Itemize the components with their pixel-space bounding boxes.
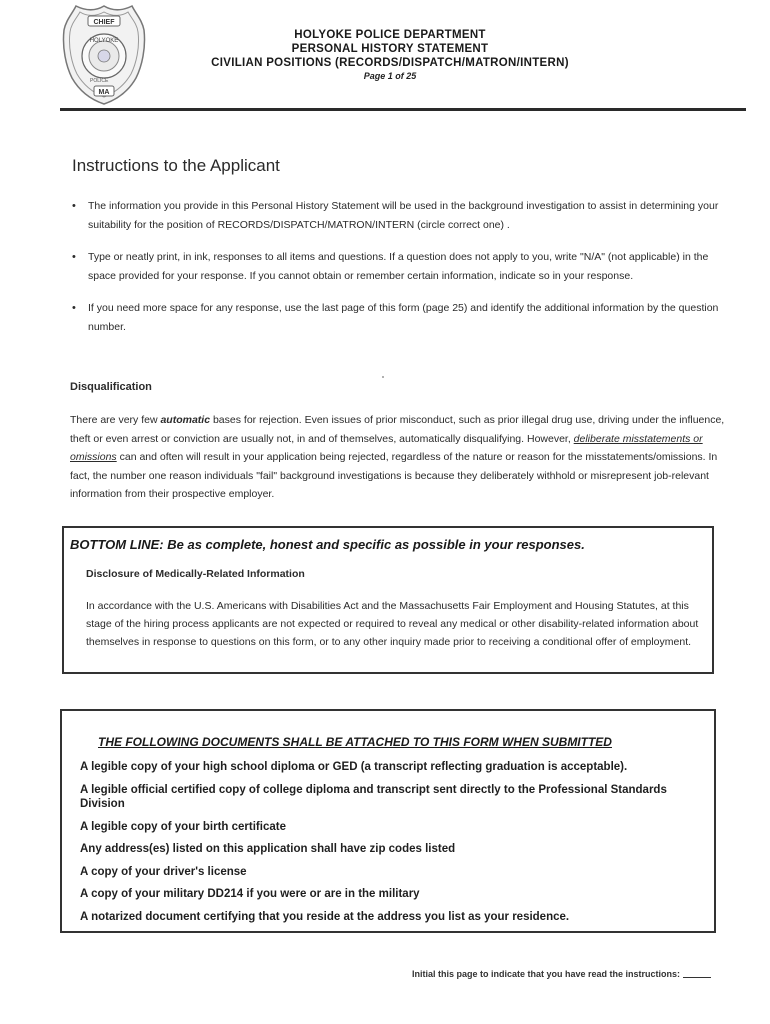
initial-line bbox=[412, 969, 711, 979]
svg-text:MA: MA bbox=[98, 89, 110, 96]
form-subtitle: CIVILIAN POSITIONS (RECORDS/DISPATCH/MATRON/INTERN) bbox=[211, 57, 569, 69]
svg-text:HOLYOKE: HOLYOKE bbox=[89, 38, 119, 44]
instruction-item: • The information you provide in this Personal History Statement will be used in the background investigation to assist in determining your suitability for the position of RECORDS/DISPATCH/MATRON/INTERN (circle correct one) . bbox=[72, 197, 722, 235]
instruction-list bbox=[72, 197, 722, 350]
instruction-item: • If you need more space for any response, use the last page of this form (page 25) and identify the additional information by the question number. bbox=[72, 299, 722, 337]
speck bbox=[382, 376, 384, 378]
list-item: A legible copy of your high school diploma or GED (a transcript reflecting graduation is acceptable). bbox=[80, 761, 628, 773]
instruction-item: • Type or neatly print, in ink, responses to all items and questions. If a question does not apply to you, write "N/A" (not applicable) in the space provided for your response. If you cannot obtain or remember certain information, indicate so in your response. bbox=[72, 248, 722, 286]
disqualification-paragraph: There are very few automatic bases for rejection. Even issues of prior misconduct, such as prior illegal drug use, driving under the influence, theft or even arrest or conviction are usually not, in and of themselves, automatically disqualifying. However, deliberate misstatements or omissions can and often will result in your application being rejected, regardless of the nature or reason for the misstatements/omissions. In fact, the number one reason individuals "fail" background investigations is because they deliberately withhold or misrepresent job-relevant information from their prospective employer. bbox=[70, 414, 725, 500]
bottom-line-box bbox=[62, 526, 714, 674]
header-divider bbox=[60, 108, 746, 111]
required-documents-list bbox=[80, 760, 700, 932]
list-item: A legible official certified copy of college diploma and transcript sent directly to the Professional Standards Division bbox=[80, 783, 667, 810]
list-item: A legible copy of your birth certificate bbox=[80, 820, 286, 833]
form-title: PERSONAL HISTORY STATEMENT bbox=[291, 43, 489, 55]
initial-instruction: Initial this page to indicate that you have read the instructions: bbox=[412, 969, 681, 979]
svg-text:POLICE: POLICE bbox=[90, 78, 109, 84]
list-item: A copy of your driver's license bbox=[80, 865, 247, 878]
list-item: A copy of your military DD214 if you were or are in the military bbox=[80, 888, 420, 900]
medical-disclosure-heading: Disclosure of Medically-Related Information bbox=[86, 568, 305, 580]
department-name: HOLYOKE POLICE DEPARTMENT bbox=[294, 29, 486, 41]
required-documents-heading: THE FOLLOWING DOCUMENTS SHALL BE ATTACHED TO THIS FORM WHEN SUBMITTED bbox=[98, 735, 612, 749]
list-item: A notarized document certifying that you reside at the address you list as your residence. bbox=[80, 910, 570, 923]
document-header bbox=[190, 28, 590, 81]
required-documents-box bbox=[60, 709, 716, 933]
medical-disclosure-paragraph: In accordance with the U.S. Americans with Disabilities Act and the Massachusetts Fair Employment and Housing Statutes, at this stage of the hiring process applicants are not expected or required to reveal any medical or other disability-related information about themselves in response to questions on this form, or to any other inquiry made prior to receiving a conditional offer of employment. bbox=[86, 600, 699, 648]
bottom-line-statement: BOTTOM LINE: Be as complete, honest and specific as possible in your responses. bbox=[70, 537, 585, 552]
svg-text:CHIEF: CHIEF bbox=[93, 19, 115, 26]
police-badge-logo bbox=[62, 2, 146, 106]
disqualification-heading: Disqualification bbox=[70, 381, 152, 393]
page-title: Instructions to the Applicant bbox=[72, 156, 280, 175]
list-item: Any address(es) listed on this application shall have zip codes listed bbox=[80, 843, 456, 855]
page-number: Page 1 of 25 bbox=[363, 71, 417, 81]
misstatements-emphasis: deliberate misstatements or omissions bbox=[70, 432, 703, 463]
initial-blank-field[interactable] bbox=[683, 977, 711, 978]
automatic-emphasis: automatic bbox=[160, 414, 211, 426]
